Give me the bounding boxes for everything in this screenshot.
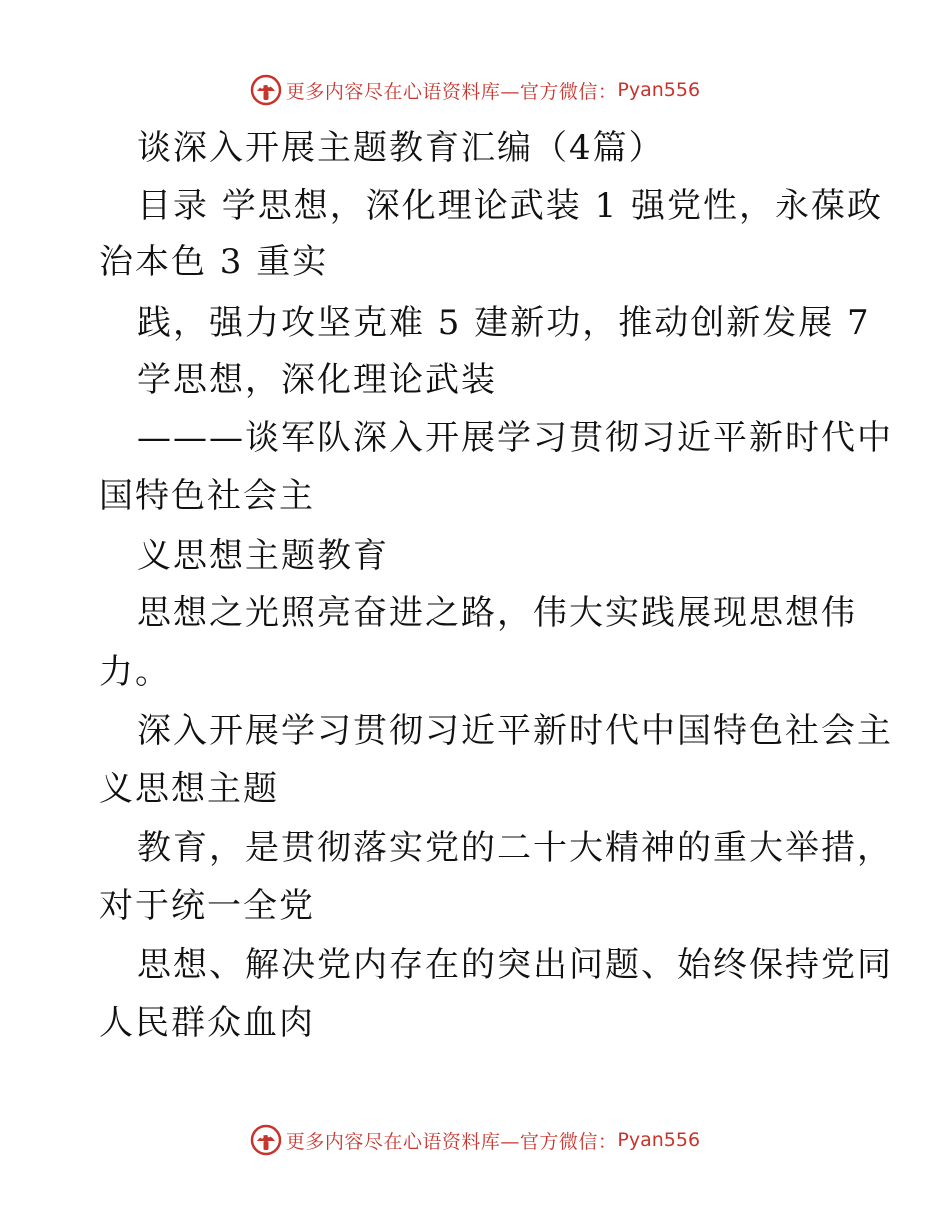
mushroom-logo-icon bbox=[250, 74, 282, 106]
text-line: ———谈军队深入开展学习贯彻习近平新时代中 bbox=[137, 418, 893, 458]
text-line: 治本色 3 重实 bbox=[99, 242, 329, 282]
text-line: 对于统一全党 bbox=[99, 886, 315, 926]
footer-wechat-id: Pyan556 bbox=[617, 1129, 701, 1151]
text-line: 深入开展学习贯彻习近平新时代中国特色社会主 bbox=[137, 711, 893, 751]
header-banner-text: 更多内容尽在心语资料库—官方微信： bbox=[285, 80, 618, 103]
text-line: 践，强力攻坚克难 5 建新功，推动创新发展 7 bbox=[137, 303, 871, 343]
text-line: 力。 bbox=[99, 652, 171, 692]
text-line: 思想之光照亮奋进之路，伟大实践展现思想伟 bbox=[137, 593, 857, 633]
footer-banner bbox=[0, 1120, 950, 1160]
section-heading: 学思想，深化理论武装 bbox=[137, 360, 497, 400]
text-line: 思想、解决党内存在的突出问题、始终保持党同 bbox=[137, 945, 893, 985]
mushroom-logo-icon bbox=[250, 1124, 282, 1156]
document-title: 谈深入开展主题教育汇编（4篇） bbox=[137, 128, 665, 168]
footer-banner-text: 更多内容尽在心语资料库—官方微信： bbox=[285, 1130, 618, 1153]
text-line: 教育，是贯彻落实党的二十大精神的重大举措， bbox=[137, 828, 893, 868]
header-wechat-id: Pyan556 bbox=[617, 79, 701, 101]
text-line: 人民群众血肉 bbox=[99, 1003, 315, 1043]
header-banner bbox=[0, 70, 950, 110]
text-line: 义思想主题 bbox=[99, 769, 279, 809]
text-line: 义思想主题教育 bbox=[137, 536, 389, 576]
text-line: 国特色社会主 bbox=[99, 476, 315, 516]
text-line: 目录 学思想，深化理论武装 1 强党性，永葆政 bbox=[137, 186, 884, 226]
